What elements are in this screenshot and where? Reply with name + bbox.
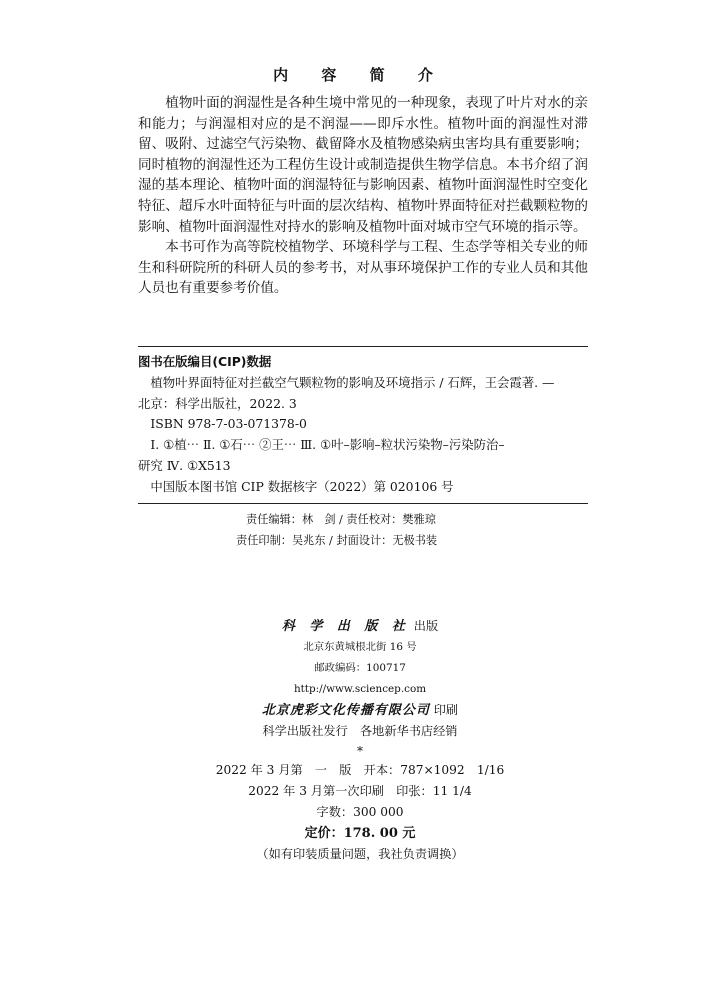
- cip-block: [138, 346, 588, 504]
- publisher-info: [0, 616, 720, 865]
- printing-line: 2022 年 3 月第一次印刷 印张：11 1/4: [248, 784, 472, 798]
- staff-credits: [0, 509, 720, 551]
- word-count: 字数：300 000: [316, 805, 404, 819]
- distribution-line: 科学出版社发行 各地新华书店经销: [262, 724, 458, 738]
- publisher-address: 北京东黄城根北街 16 号: [303, 641, 417, 653]
- cip-publisher-line: 北京：科学出版社，2022. 3: [138, 395, 297, 411]
- price: 定价：178. 00 元: [304, 826, 416, 841]
- cip-isbn: ISBN 978-7-03-071378-0: [150, 416, 307, 432]
- cip-title-line: 植物叶界面特征对拦截空气颗粒物的影响及环境指示 / 石辉，王会霞著. —: [150, 374, 555, 390]
- editor-credits: 责任编辑：林 剑 / 责任校对：樊雅琼: [246, 513, 436, 526]
- intro-paragraph-2: 本书可作为高等院校植物学、环境科学与工程、生态学等相关专业的师生和科研院所的科研人员的参考书，对从事环境保护工作的专业人员和其他人员也有重要参考价值。: [138, 239, 588, 297]
- intro-paragraph-1: 植物叶面的润湿性是各种生境中常见的一种现象，表现了叶片对水的亲和能力；与润湿相对应的是不润湿——即斥水性。植物叶面的润湿性对滞留、吸附、过滤空气污染物、截留降水及植物感染病虫害均具有重要影响；同时植物的润湿性还为工程仿生设计或制造提供生物学信息。本书介绍了润湿的基本理论、植物叶面的润湿特征与影响因素、植物叶面润湿性时空变化特征、超斥水叶面特征与叶面的层次结构、植物叶界面特征对拦截颗粒物的影响、植物叶面润湿性对持水的影响及植物叶面对城市空气环境的指示等。: [138, 95, 588, 235]
- published-label: 出版: [413, 619, 439, 633]
- intro-text: [138, 93, 588, 299]
- cip-verification: 中国版本图书馆 CIP 数据核字（2022）第 020106 号: [150, 478, 454, 494]
- edition-line: 2022 年 3 月第 一 版 开本：787×1092 1/16: [215, 763, 505, 777]
- publisher-name: 科 学 出 版 社: [281, 619, 410, 634]
- cip-classification-2: 研究 Ⅳ. ①X513: [138, 457, 231, 473]
- quality-note: （如有印装质量问题，我社负责调换）: [256, 847, 464, 861]
- cip-classification-1: Ⅰ. ①植⋯ Ⅱ. ①石⋯ ②王⋯ Ⅲ. ①叶–影响–粒状污染物–污染防治–: [150, 437, 505, 453]
- printer-label: 印刷: [433, 703, 459, 717]
- cip-heading: 图书在版编目(CIP)数据: [138, 354, 272, 369]
- printing-credits: 责任印制：吴兆东 / 封面设计：无极书装: [236, 534, 438, 547]
- separator-star: *: [357, 744, 363, 758]
- publisher-website: http://www.sciencep.com: [293, 683, 427, 695]
- intro-title: 内 容 简 介: [273, 66, 447, 84]
- printer-name: 北京虎彩文化传播有限公司: [261, 703, 430, 718]
- publisher-postcode: 邮政编码：100717: [314, 662, 406, 674]
